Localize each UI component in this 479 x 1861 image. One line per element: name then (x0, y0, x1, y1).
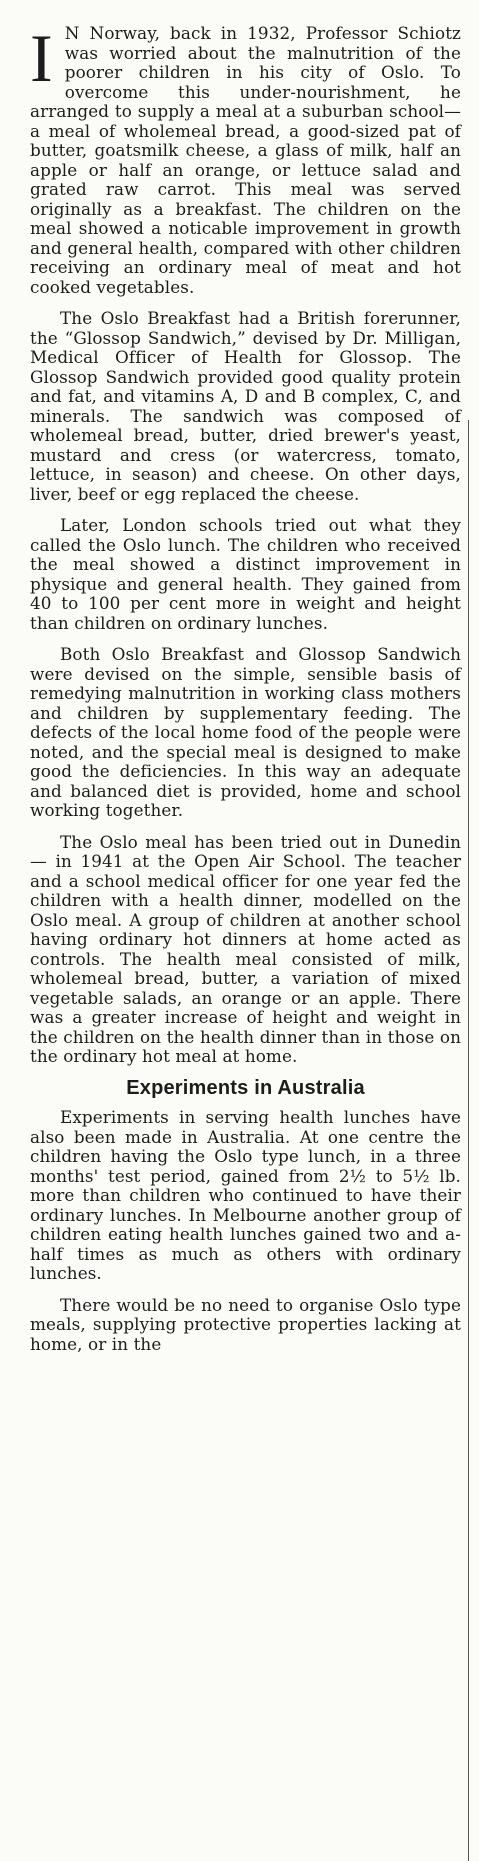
article-paragraph-6: Experiments in serving health lunches have also been made in Australia. At one centre the children having the Oslo type lunch, in a three months' test period, gained from 2½ to 5½ lb. more than children who continued to have their ordinary lunches. In Melbourne another group of children eating health lunches gained two and a-half times as much as others with ordinary lunches. (30, 1107, 461, 1283)
paragraph-1-text: N Norway, back in 1932, Professor Schiotz was worried about the malnutrition of the poorer children in his city of Oslo. To overcome this under-nourishment, he arranged to supply a meal at a suburban school—a meal of wholemeal bread, a good-sized pat of butter, goatsmilk cheese, a glass of milk, half an apple or half an orange, or lettuce salad and grated raw carrot. This meal was served originally as a breakfast. The children on the meal showed a noticable improvement in growth and general health, compared with other children receiving an ordinary meal of meat and hot cooked vegetables. (30, 23, 461, 297)
article-paragraph-7: There would be no need to organise Oslo type meals, supplying protective properties lacking at home, or in the (30, 1294, 461, 1354)
article-paragraph-3: Later, London schools tried out what they called the Oslo lunch. The children who received the meal showed a distinct improvement in physique and general health. They gained from 40 to 100 per cent more in weight and height than children on ordinary lunches. (30, 515, 461, 633)
article-paragraph-1 (30, 20, 461, 297)
drop-cap: I (30, 20, 53, 96)
section-subheading: Experiments in Australia (126, 1076, 365, 1099)
column-divider-rule (468, 420, 469, 1861)
article-paragraph-2: The Oslo Breakfast had a British forerunner, the “Glossop Sandwich,” devised by Dr. Milligan, Medical Officer of Health for Glossop. The Glossop Sandwich provided good quality protein and fat, and vitamins A, D and B complex, C, and minerals. The sandwich was composed of wholemeal bread, butter, dried brewer's yeast, mustard and cress (or watercress, tomato, lettuce, in season) and cheese. On other days, liver, beef or egg replaced the cheese. (30, 308, 461, 504)
article-paragraph-5: The Oslo meal has been tried out in Dunedin — in 1941 at the Open Air School. The teacher and a school medical officer for one year fed the children with a health dinner, modelled on the Oslo meal. A group of children at another school having ordinary hot dinners at home acted as controls. The health meal consisted of milk, wholemeal bread, butter, a variation of mixed vegetable salads, an orange or an apple. There was a greater increase of height and weight in the children on the health dinner than in those on the ordinary hot meal at home. (30, 831, 461, 1066)
article-paragraph-4: Both Oslo Breakfast and Glossop Sandwich were devised on the simple, sensible basis of remedying malnutrition in working class mothers and children by supplementary feeding. The defects of the local home food of the people were noted, and the special meal is designed to make good the deficiencies. In this way an adequate and balanced diet is provided, home and school working together. (30, 644, 461, 820)
